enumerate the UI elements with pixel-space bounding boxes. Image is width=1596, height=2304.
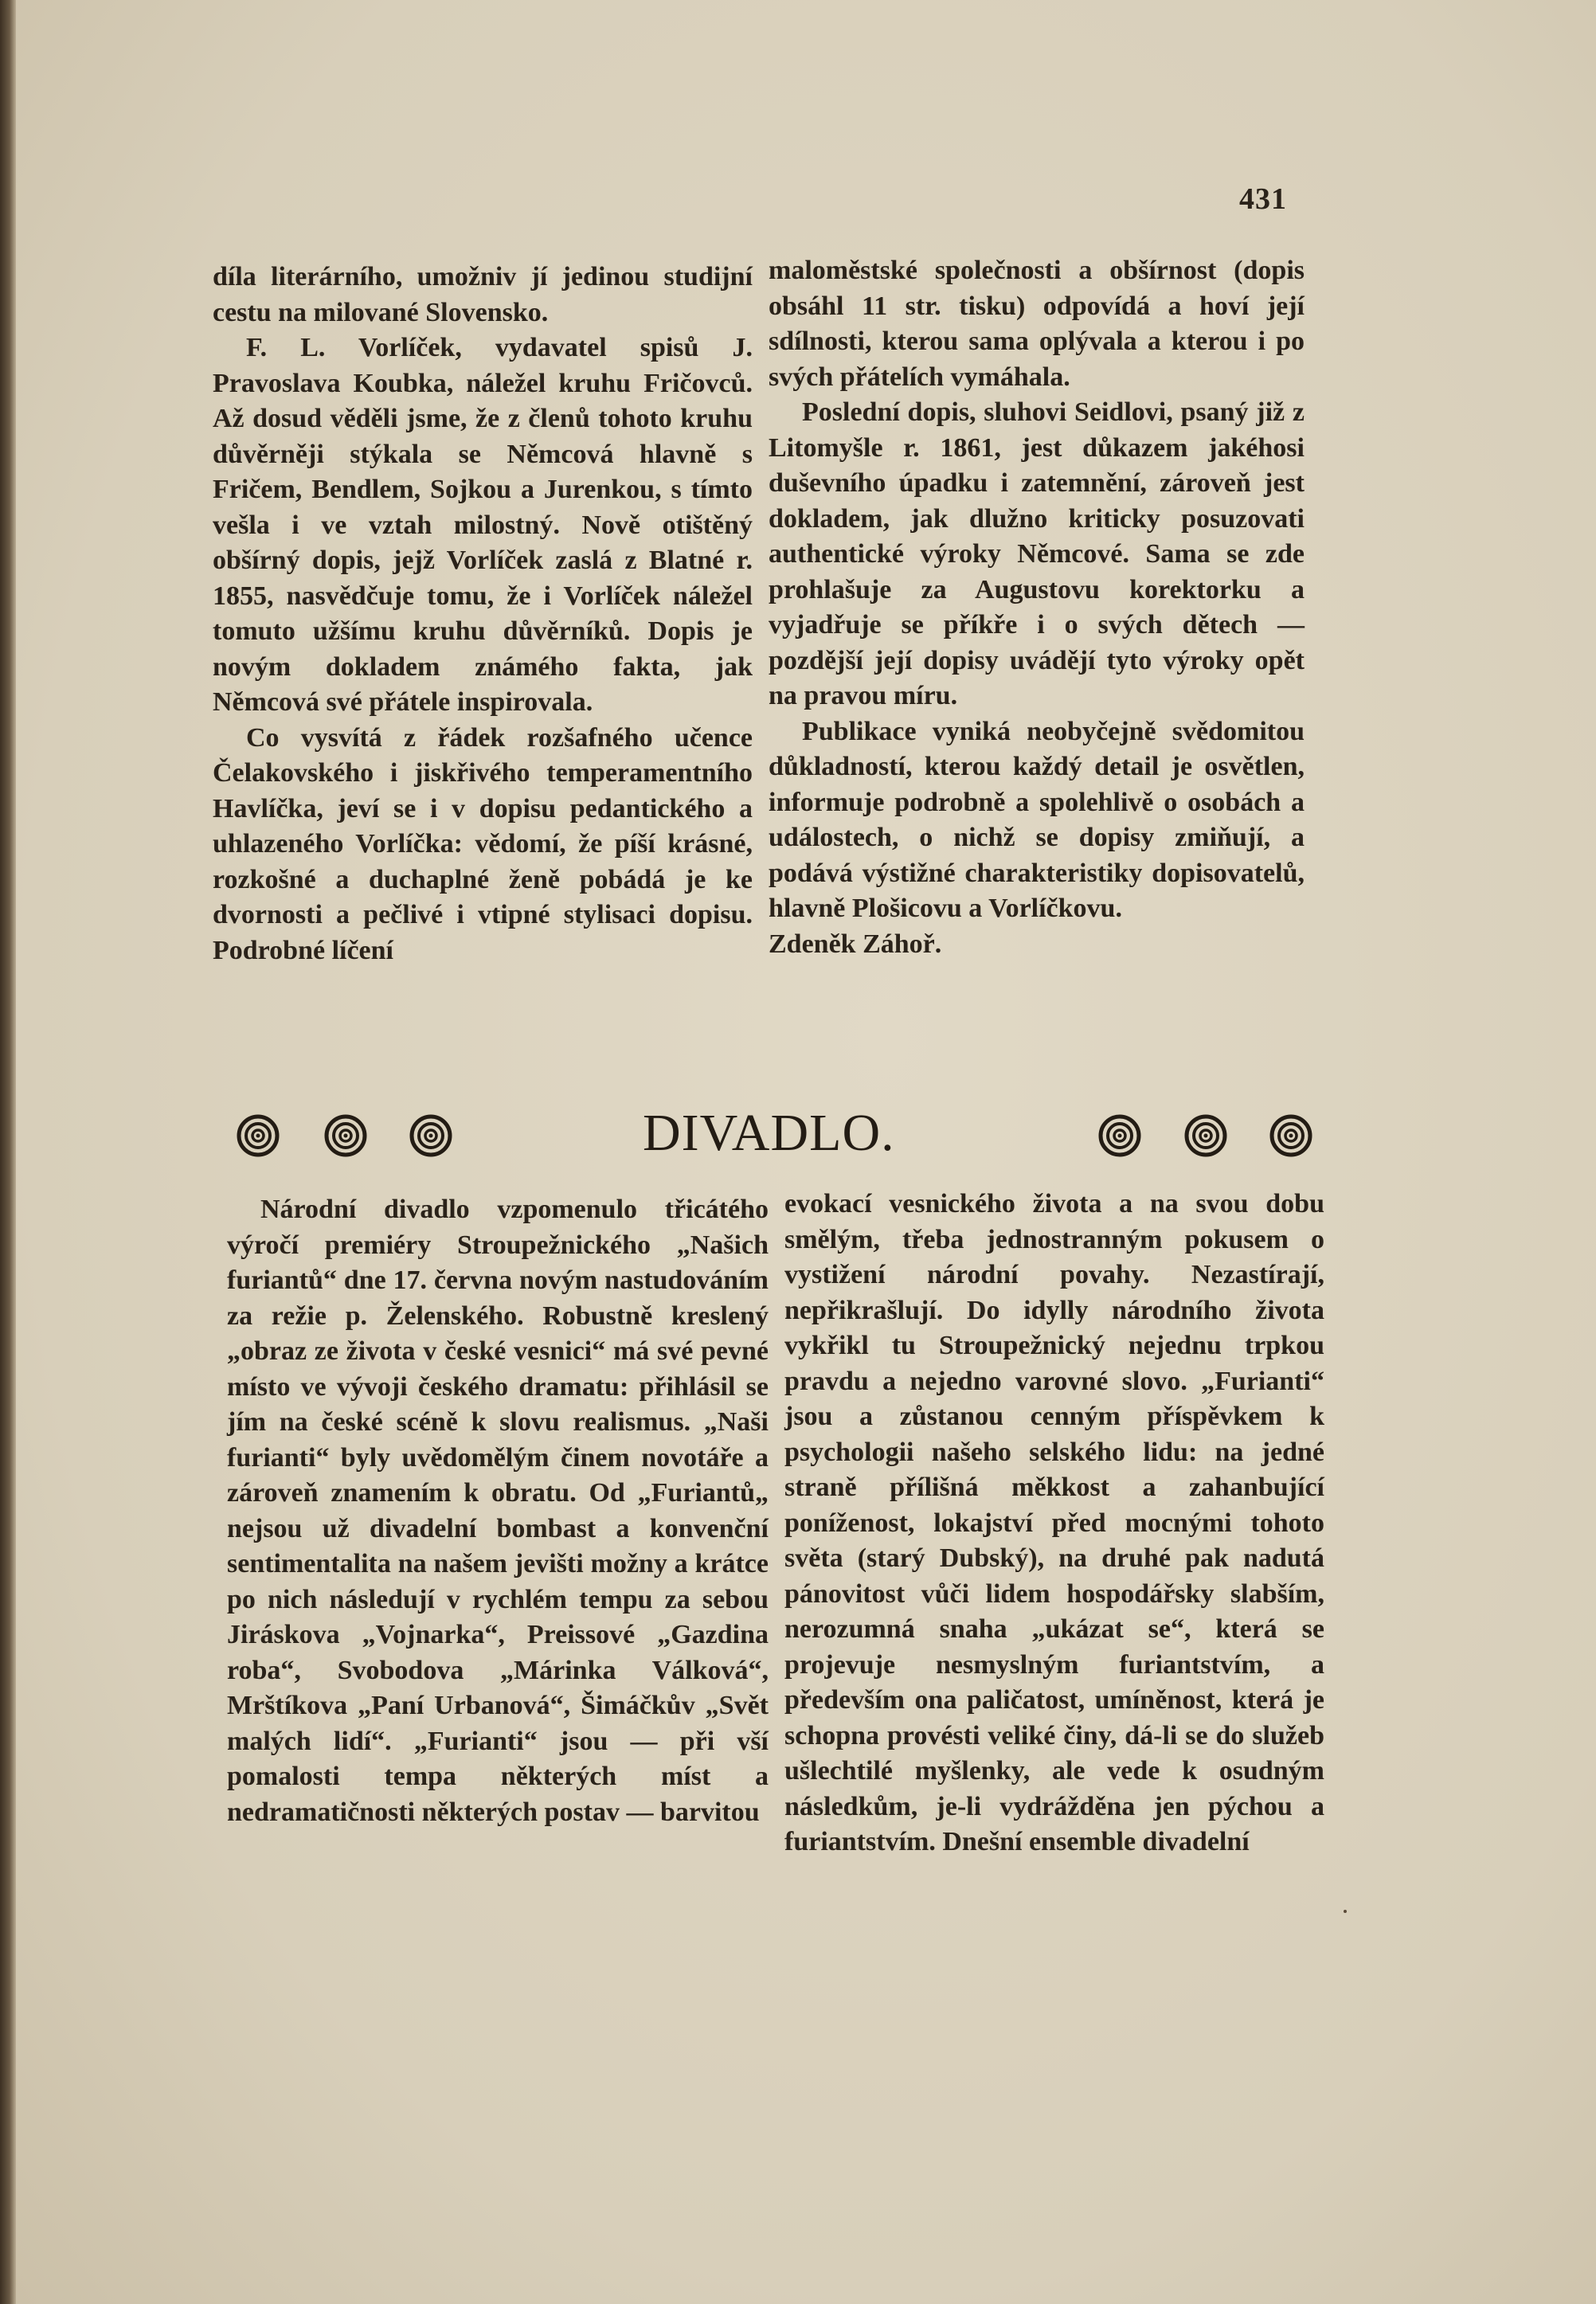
paper-speck [1344, 1910, 1347, 1913]
paragraph: Co vysvítá z řádek rozšafného učence Čelakovského i jiskřivého temperamentního Havlíčka, jeví se i v dopisu pedantického a uhlazeného Vorlíčka: vědomí, že píší krásné, rozkošné a duchaplné ženě pobádá je ke dvornosti a pečlivé i vtipné stylisaci dopisu. Podrobné líčení [213, 722, 753, 965]
author-signature: Zdeněk Záhoř. [769, 929, 942, 959]
section-heading-row [225, 1103, 1324, 1183]
spiral-rosette-icon [1098, 1114, 1141, 1157]
paragraph: Národní divadlo vzpomenulo třicátého výročí premiéry Stroupežnického „Našich furiantů“ dne 17. června novým nastudováním za režie p. Želenského. Robustně kreslený „obraz ze života v české vesnici“ má své pevné místo ve vývoji českého dramatu: přihlásil se jím na české scéně k slovu realismus. „Naši furianti“ byly uvědomělým činem novotáře a zároveň znamením k obratu. Od „Furiantů„ nejsou už divadelní bombast a konvenční sentimentalita na našem jevišti možny a krátce po nich následují v rychlém tempu za sebou Jiráskova „Vojnarka“, Preissové „Gazdina roba“, Svobodova „Márinka Válková“, Mrštíkova „Paní Urbanová“, Šimáčkův „Svět malých lidí“. „Furianti“ jsou — při vší pomalosti tempa některých míst a nedramatičnosti některých postav — barvitou [227, 1195, 769, 1827]
paragraph: maloměstské společnosti a obšírnost (dopis obsáhl 11 str. tisku) odpovídá a hoví její sdílnosti, kterou sama oplývala a kterou i po svých přátelích vymáhala. [769, 256, 1305, 392]
spiral-rosette-icon [1269, 1114, 1312, 1157]
spiral-rosette-icon [324, 1114, 367, 1157]
upper-left-column [213, 260, 753, 968]
upper-right-column [769, 253, 1305, 962]
lower-left-column [227, 1192, 769, 1830]
page-number: 431 [1239, 182, 1287, 216]
paragraph: díla literárního, umožniv jí jedinou studijní cestu na milované Slovensko. [213, 262, 753, 327]
paragraph: F. L. Vorlíček, vydavatel spisů J. Pravoslava Koubka, náležel kruhu Fričovců. Až dosud věděli jsme, že z členů tohoto kruhu důvěrněji stýkala se Němcová hlavně s Fričem, Bendlem, Sojkou a Jurenkou, s tímto vešla i ve vztah milostný. Nově otištěný obšírný dopis, jejž Vorlíček zaslá z Blatné r. 1855, nasvědčuje tomu, že i Vorlíček náležel tomuto užšímu kruhu důvěrníků. Dopis je novým dokladem známého fakta, jak Němcová své přátele inspirovala. [213, 333, 753, 717]
spiral-rosette-icon [237, 1114, 280, 1157]
spiral-rosette-icon [1184, 1114, 1227, 1157]
book-binding-edge [0, 0, 16, 2304]
book-page [16, 0, 1596, 2304]
section-heading: DIVADLO. [643, 1104, 895, 1162]
paragraph: Poslední dopis, sluhovi Seidlovi, psaný již z Litomyšle r. 1861, jest důkazem jakéhosi duševního úpadku i zatemnění, zároveň jest dokladem, jak dlužno kriticky posuzovati authentické výroky Němcové. Sama se zde prohlašuje za Augustovu korektorku a vyjadřuje se příkře i o svých dětech — pozdější její dopisy uvádějí tyto výroky opět na pravou míru. [769, 397, 1305, 710]
lower-right-column [784, 1187, 1324, 1860]
spiral-rosette-icon [409, 1114, 452, 1157]
paragraph: Publikace vyniká neobyčejně svědomitou důkladností, kterou každý detail je osvětlen, informuje podrobně a spolehlivě o osobách a událostech, o nichž se dopisy zmiňují, a podává výstižné charakteristiky dopisovatelů, hlavně Plošicovu a Vorlíčkovu. [769, 716, 1305, 923]
paragraph: evokací vesnického života a na svou dobu smělým, třeba jednostranným pokusem o vystižení národní povahy. Nezastírají, nepřikrašlují. Do idylly národního života vykřikl tu Stroupežnický nejednu trpkou pravdu a nejedno varovné slovo. „Furianti“ jsou a zůstanou cenným příspěvkem k psychologii našeho selského lidu: na jedné straně přílišná měkkost a zahanbující poníženost, lokajství před mocnými tohoto světa (starý Dubský), na druhé pak nadutá pánovitost vůči lidem hospodářsky slabším, nerozumná snaha „ukázat se“, která se projevuje nesmyslným furiantstvím, a především ona paličatost, umíněnost, která je schopna provésti veliké činy, dá-li se do služeb ušlechtilé myšlenky, ale vede k osudným následkům, je-li vydrážděna jen pýchou a furiantstvím. Dnešní ensemble divadelní [784, 1189, 1324, 1856]
